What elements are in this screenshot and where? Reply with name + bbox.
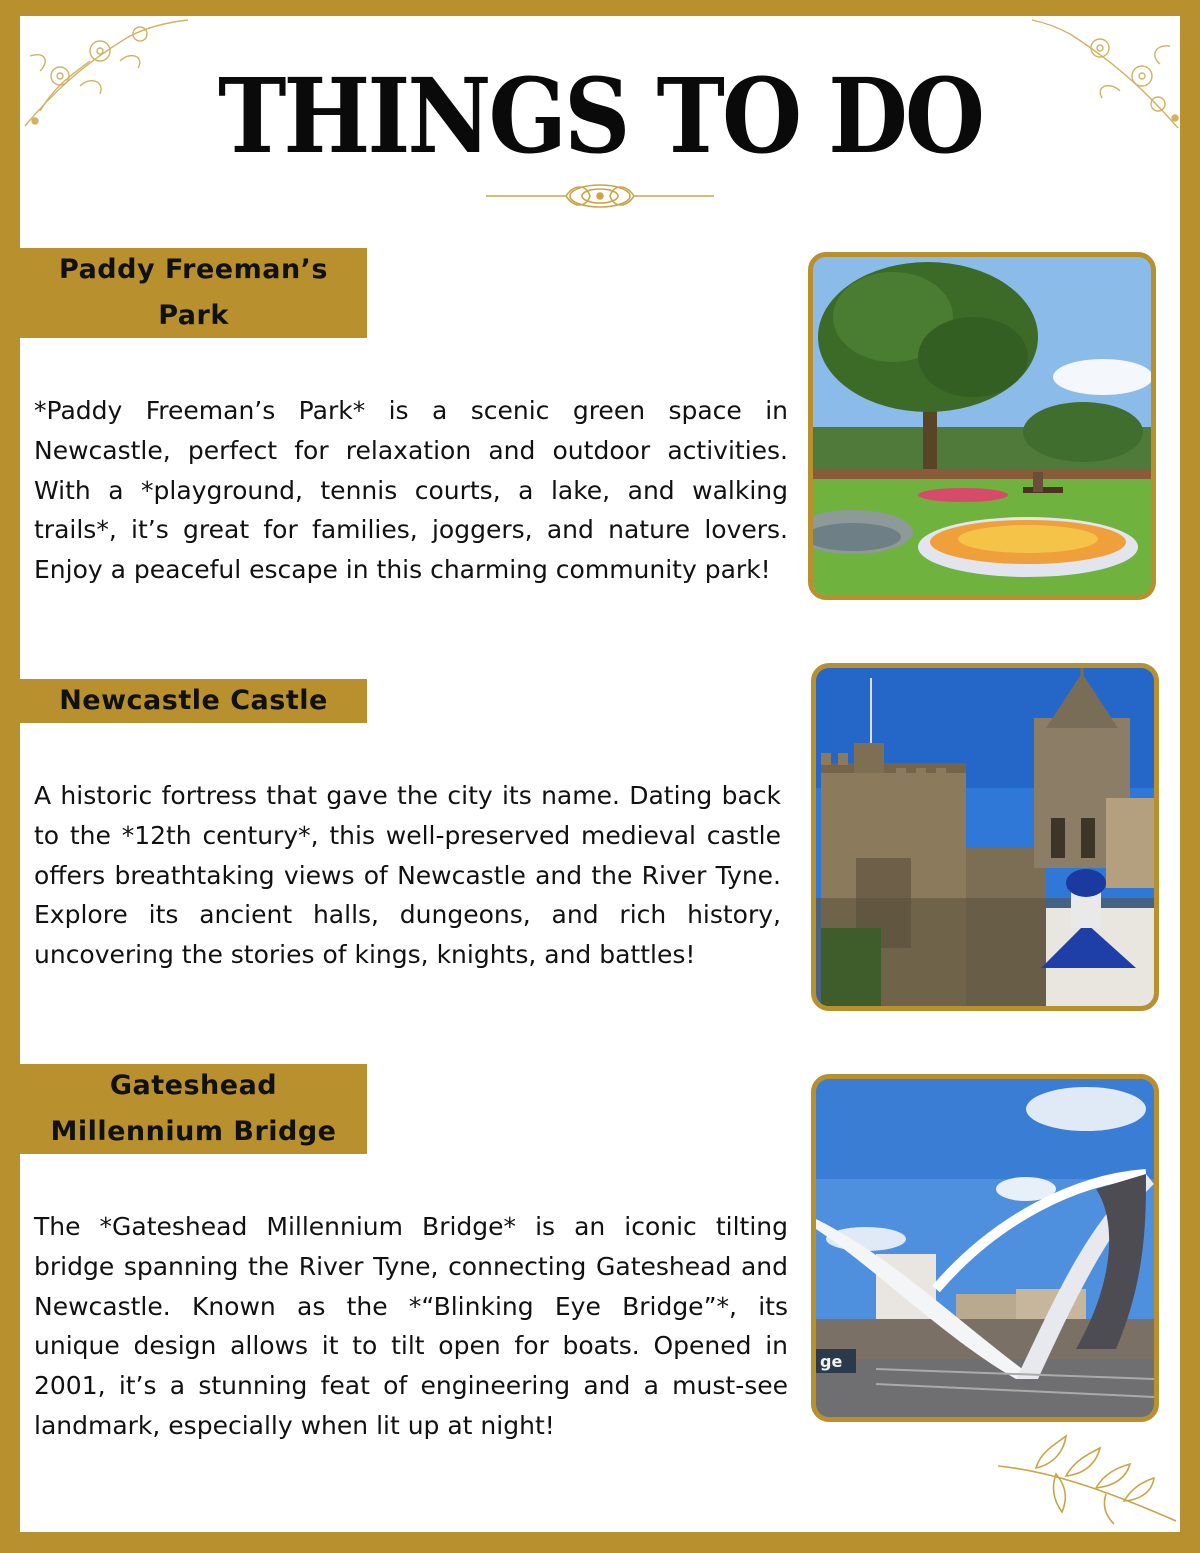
section-heading-gateshead-millennium-bridge: [20, 1064, 367, 1154]
section-description-gateshead-millennium-bridge: The *Gateshead Millennium Bridge* is an iconic tilting bridge spanning the River Tyne, connecting Gateshead and Newcastle. Known as the *“Blinking Eye Bridge”*, its unique design allows it to tilt open for boats. Opened in 2001, it’s a stunning feat of engineering and a must-see landmark, especially when lit up at night!: [34, 1212, 788, 1440]
section-heading-line: Park: [158, 300, 229, 331]
bridge-photo: [811, 1074, 1159, 1422]
castle-photo: [811, 663, 1159, 1011]
ornamental-divider: [486, 176, 714, 216]
section-heading-paddy-freemans-park: [20, 248, 367, 338]
page: [20, 16, 1180, 1532]
section-heading-line: Gateshead: [109, 1070, 278, 1101]
section-heading-line: Millennium Bridge: [50, 1116, 337, 1147]
page-title: THINGS TO DO: [217, 55, 983, 177]
park-photo: [808, 252, 1156, 600]
section-heading-line: Newcastle Castle: [59, 685, 328, 716]
section-heading-line: Paddy Freeman’s: [59, 254, 328, 285]
bridge-sign-text: ge: [820, 1352, 843, 1371]
section-description-newcastle-castle: A historic fortress that gave the city its name. Dating back to the *12th century*, this well-preserved medieval castle offers breathtaking views of Newcastle and the River Tyne. Explore its ancient halls, dungeons, and rich history, uncovering the stories of kings, knights, and battles!: [34, 781, 781, 970]
section-description-paddy-freemans-park: *Paddy Freeman’s Park* is a scenic green space in Newcastle, perfect for relaxation and outdoor activities. With a *playground, tennis courts, a lake, and walking trails*, it’s great for families, joggers, and nature lovers. Enjoy a peaceful escape in this charming community park!: [34, 396, 788, 585]
section-heading-newcastle-castle: [20, 679, 367, 723]
leaf-sprig-bottom-right: [996, 1426, 1180, 1526]
